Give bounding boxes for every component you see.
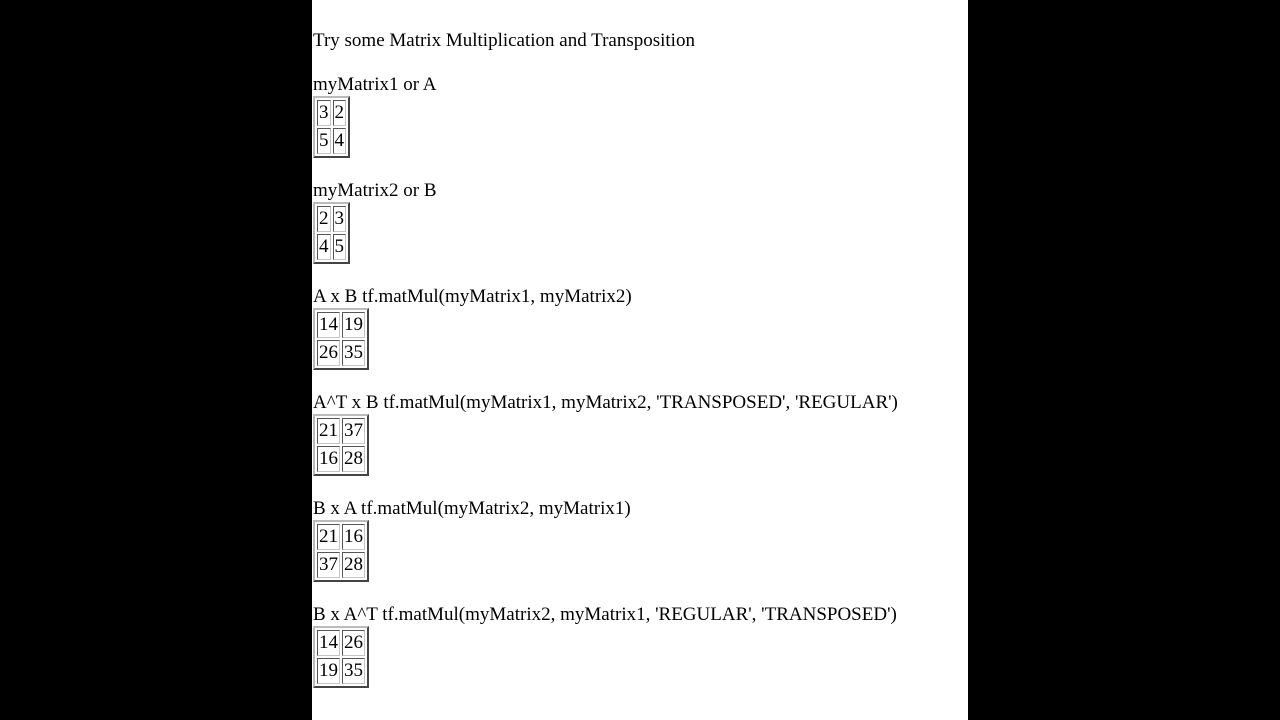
matrix-row: [317, 630, 365, 656]
matrix-row: [317, 340, 365, 366]
matrix-row: [317, 206, 346, 232]
intro-text: Try some Matrix Multiplication and Transposition: [313, 30, 695, 51]
matrix-row: [317, 312, 365, 338]
matrix-table: [313, 202, 350, 264]
matrix-cell: 19: [317, 658, 340, 684]
matrix-row: [317, 234, 346, 260]
section-label: myMatrix1 or A: [313, 74, 437, 95]
content: [313, 30, 898, 710]
matrix-section-b: [313, 180, 898, 264]
matrix-cell: 2: [317, 206, 331, 232]
matrix-section-a: [313, 74, 898, 158]
matrix-cell: 2: [333, 100, 347, 126]
matrix-cell: 16: [342, 524, 365, 550]
matrix-cell: 37: [317, 552, 340, 578]
matrix-cell: 35: [342, 658, 365, 684]
matrix-cell: 14: [317, 312, 340, 338]
matrix-cell: 16: [317, 446, 340, 472]
matrix-table: [313, 414, 369, 476]
section-label: B x A tf.matMul(myMatrix2, myMatrix1): [313, 498, 631, 519]
matrix-section-a-times-b: [313, 286, 898, 370]
matrix-cell: 28: [342, 552, 365, 578]
matrix-row: [317, 418, 365, 444]
matrix-cell: 5: [333, 234, 347, 260]
matrix-section-at-times-b: [313, 392, 898, 476]
section-label: A^T x B tf.matMul(myMatrix1, myMatrix2, 'TRANSPOSED', 'REGULAR'): [313, 392, 898, 413]
matrix-cell: 21: [317, 418, 340, 444]
matrix-table: [313, 308, 369, 370]
matrix-cell: 37: [342, 418, 365, 444]
matrix-row: [317, 552, 365, 578]
section-label: myMatrix2 or B: [313, 180, 437, 201]
matrix-section-b-times-a: [313, 498, 898, 582]
section-label: B x A^T tf.matMul(myMatrix2, myMatrix1, 'REGULAR', 'TRANSPOSED'): [313, 604, 897, 625]
matrix-section-b-times-at: [313, 604, 898, 688]
matrix-cell: 5: [317, 128, 331, 154]
page: [312, 0, 968, 720]
matrix-cell: 3: [333, 206, 347, 232]
matrix-row: [317, 446, 365, 472]
matrix-cell: 3: [317, 100, 331, 126]
matrix-cell: 26: [342, 630, 365, 656]
matrix-table: [313, 626, 369, 688]
matrix-row: [317, 100, 346, 126]
matrix-cell: 14: [317, 630, 340, 656]
matrix-row: [317, 658, 365, 684]
matrix-cell: 21: [317, 524, 340, 550]
matrix-row: [317, 128, 346, 154]
matrix-cell: 4: [333, 128, 347, 154]
matrix-cell: 26: [317, 340, 340, 366]
matrix-cell: 4: [317, 234, 331, 260]
matrix-cell: 28: [342, 446, 365, 472]
matrix-cell: 19: [342, 312, 365, 338]
matrix-table: [313, 96, 350, 158]
matrix-table: [313, 520, 369, 582]
matrix-cell: 35: [342, 340, 365, 366]
section-label: A x B tf.matMul(myMatrix1, myMatrix2): [313, 286, 632, 307]
matrix-row: [317, 524, 365, 550]
